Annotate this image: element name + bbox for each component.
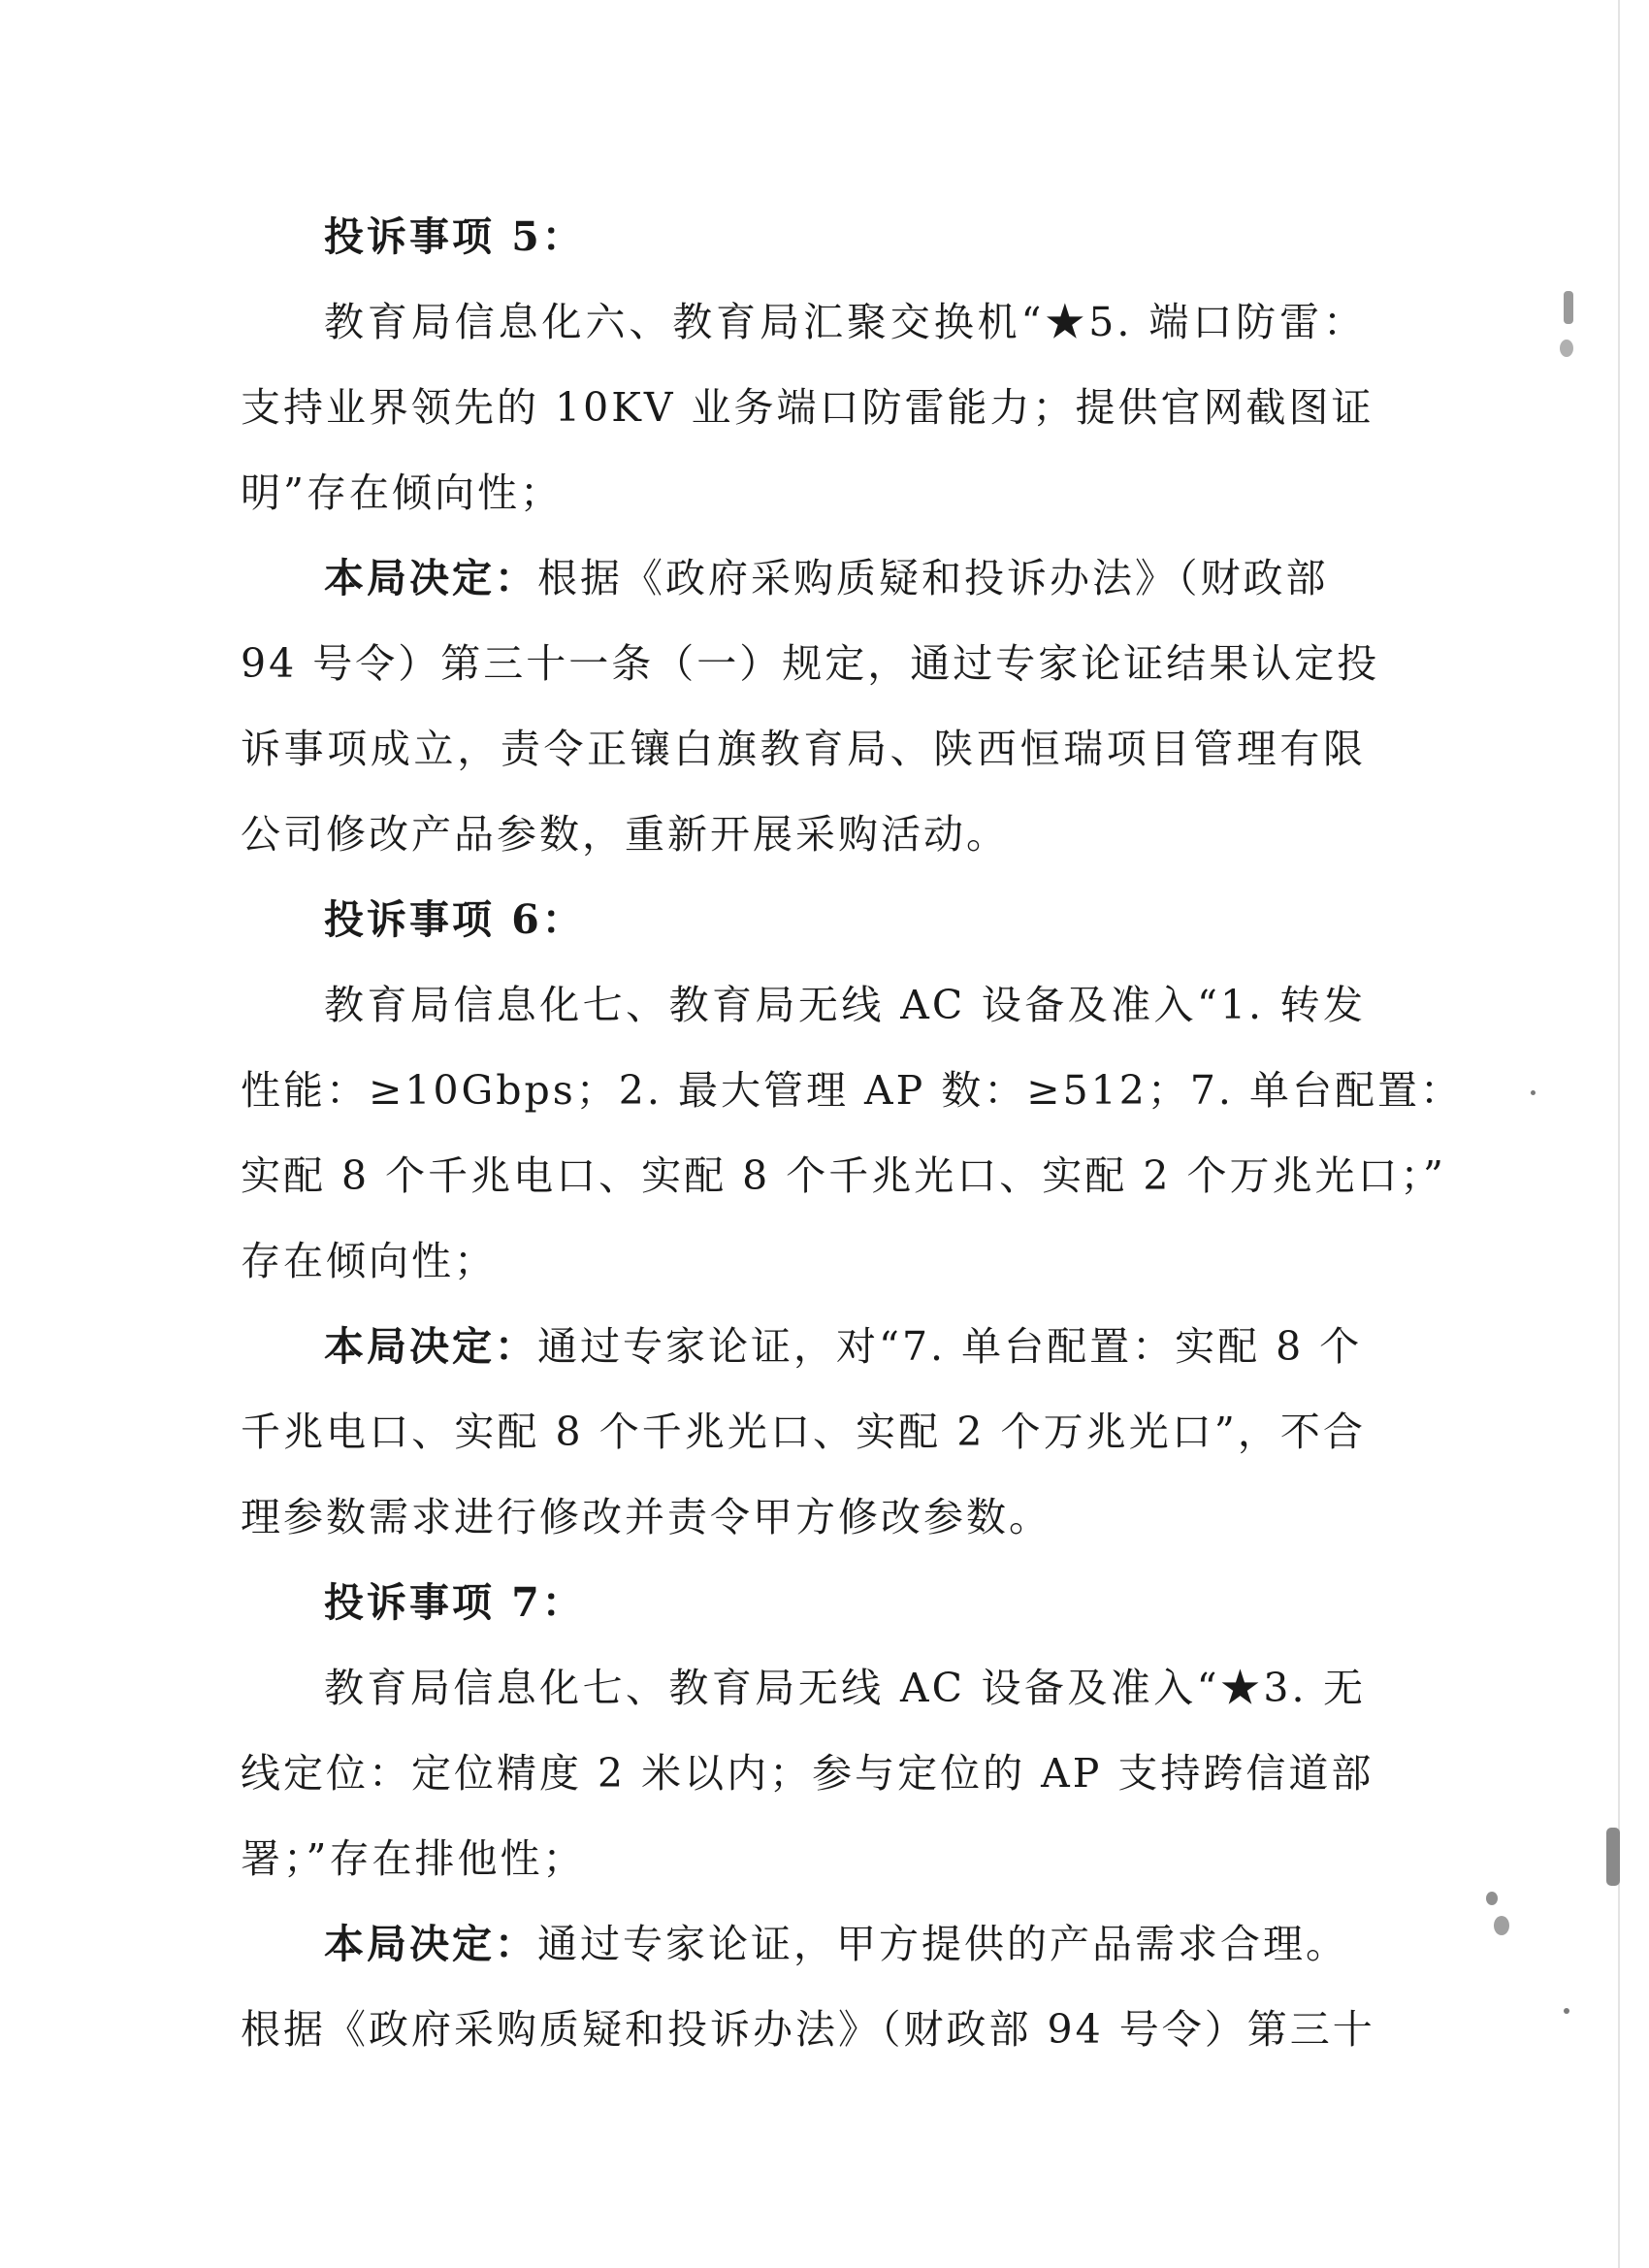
complaint7-desc-line2: 线定位：定位精度 2 米以内；参与定位的 AP 支持跨信道部 bbox=[241, 1750, 1374, 1797]
complaint7-decision-line1 bbox=[241, 1901, 1366, 1987]
complaint5-decision-line4: 公司修改产品参数，重新开展采购活动。 bbox=[241, 811, 1009, 858]
complaint5-desc-line1: 教育局信息化六、教育局汇聚交换机“★5. 端口防雷： bbox=[324, 299, 1366, 345]
scan-speck bbox=[1560, 340, 1573, 357]
scan-speck bbox=[1486, 1892, 1498, 1905]
scan-speck bbox=[1494, 1916, 1509, 1935]
complaint5-desc-line2: 支持业界领先的 10KV 业务端口防雷能力；提供官网截图证 bbox=[241, 384, 1374, 431]
decision-label: 本局决定： bbox=[324, 1323, 537, 1370]
scan-speck bbox=[1564, 291, 1573, 324]
complaint7-heading: 投诉事项 7： bbox=[324, 1579, 585, 1626]
decision-text: 通过专家论证，甲方提供的产品需求合理。 bbox=[537, 1921, 1348, 1967]
complaint5-decision-line2: 94 号令）第三十一条（一）规定，通过专家论证结果认定投 bbox=[241, 640, 1380, 687]
complaint6-desc-line1: 教育局信息化七、教育局无线 AC 设备及准入“1. 转发 bbox=[324, 982, 1366, 1028]
complaint6-heading: 投诉事项 6： bbox=[324, 896, 585, 943]
decision-label: 本局决定： bbox=[324, 555, 537, 601]
decision-text: 根据《政府采购质疑和投诉办法》（财政部 bbox=[537, 555, 1329, 601]
complaint6-decision-line1 bbox=[241, 1304, 1366, 1389]
scan-speck bbox=[1564, 2008, 1569, 2014]
page-edge bbox=[1618, 0, 1620, 2268]
complaint5-desc-line3: 明”存在倾向性； bbox=[241, 470, 563, 516]
complaint6-desc-line4: 存在倾向性； bbox=[241, 1238, 497, 1284]
decision-text: 通过专家论证，对“7. 单台配置：实配 8 个 bbox=[537, 1323, 1363, 1370]
scan-speck bbox=[1606, 1828, 1620, 1886]
decision-label: 本局决定： bbox=[324, 1921, 537, 1967]
complaint6-decision-line3: 理参数需求进行修改并责令甲方修改参数。 bbox=[241, 1494, 1051, 1540]
scan-speck bbox=[1531, 1090, 1536, 1095]
complaint7-desc-line1: 教育局信息化七、教育局无线 AC 设备及准入“★3. 无 bbox=[324, 1665, 1366, 1711]
complaint5-heading: 投诉事项 5： bbox=[324, 213, 585, 260]
complaint7-decision-line2: 根据《政府采购质疑和投诉办法》（财政部 94 号令）第三十 bbox=[241, 2006, 1375, 2053]
complaint6-desc-line2: 性能：≥10Gbps；2. 最大管理 AP 数：≥512；7. 单台配置： bbox=[241, 1067, 1463, 1114]
complaint5-decision-line1 bbox=[241, 535, 1366, 621]
complaint6-desc-line3: 实配 8 个千兆电口、实配 8 个千兆光口、实配 2 个万兆光口；” bbox=[241, 1152, 1446, 1199]
complaint5-decision-line3: 诉事项成立，责令正镶白旗教育局、陕西恒瑞项目管理有限 bbox=[241, 726, 1366, 772]
document-body bbox=[241, 194, 1463, 2072]
complaint6-decision-line2: 千兆电口、实配 8 个千兆光口、实配 2 个万兆光口”，不合 bbox=[241, 1409, 1366, 1455]
complaint7-desc-line3: 署；”存在排他性； bbox=[241, 1835, 586, 1882]
